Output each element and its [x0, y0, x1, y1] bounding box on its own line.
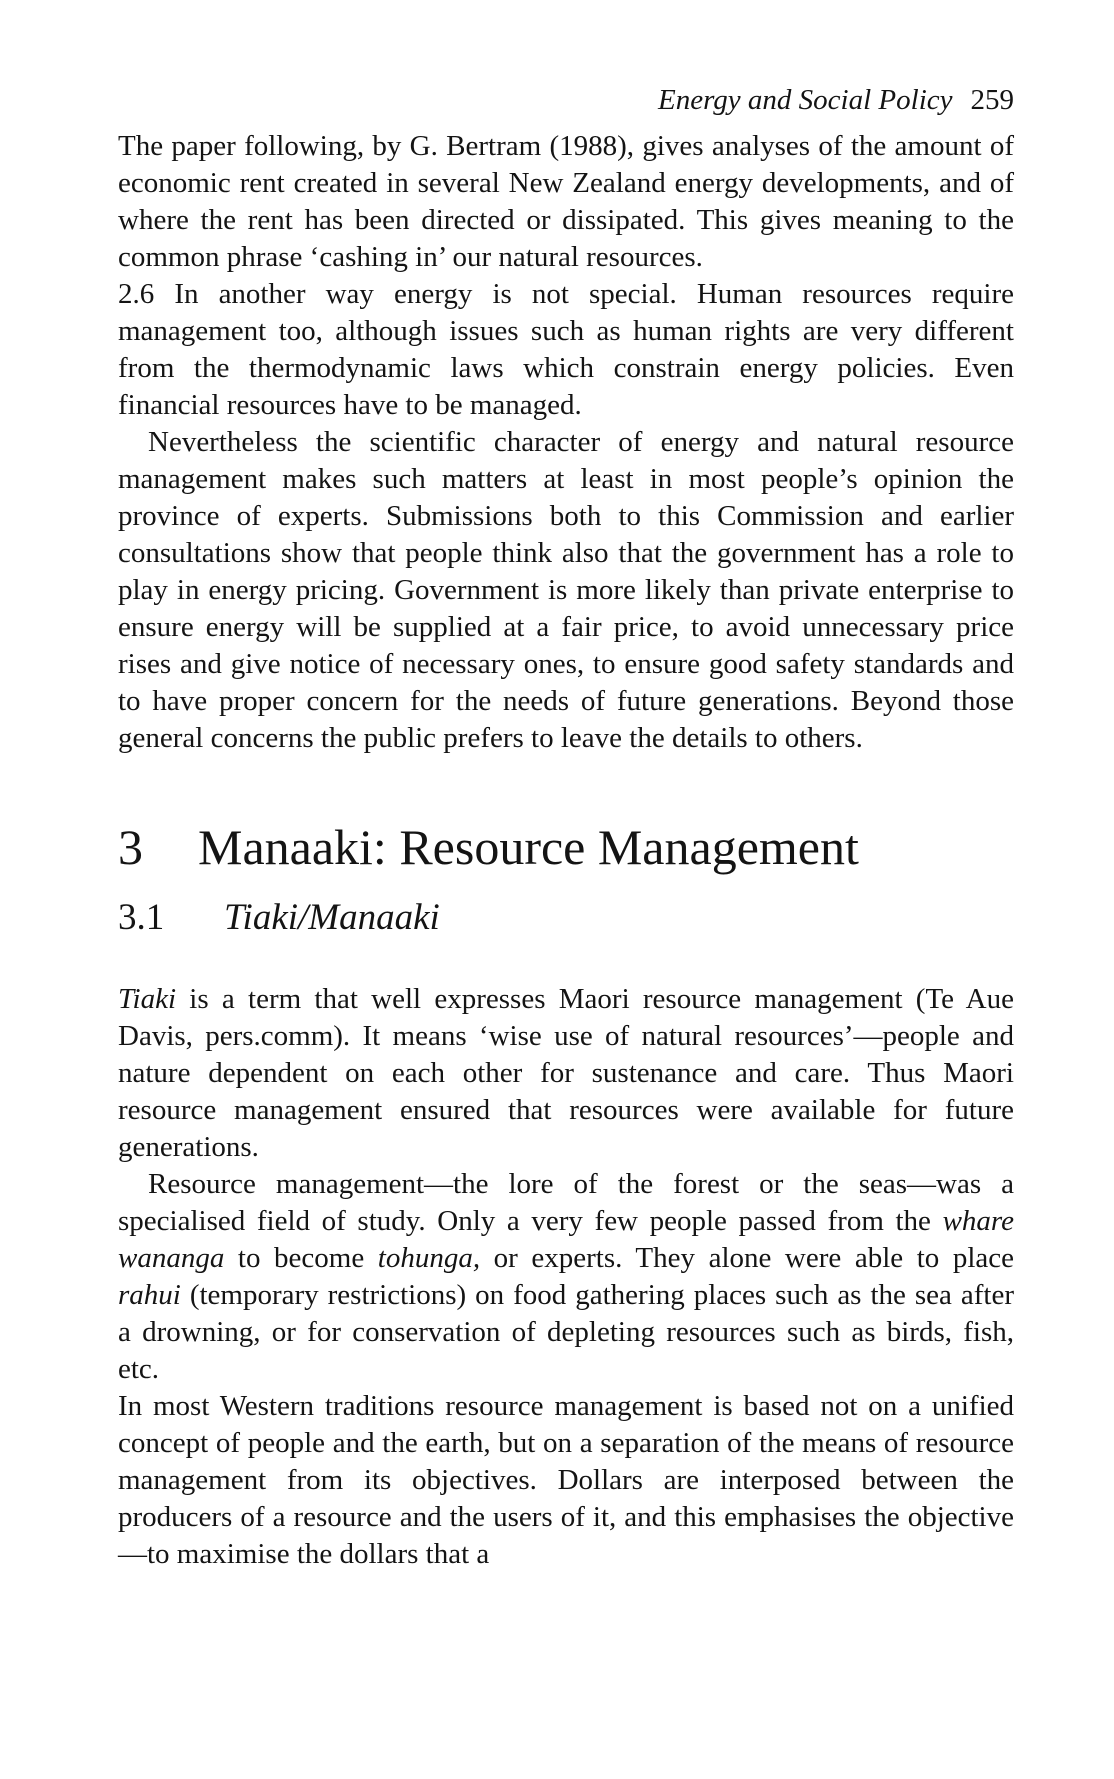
- chapter-heading: [118, 815, 1014, 879]
- section-title: Tiaki/Manaaki: [224, 897, 440, 938]
- section-number: 3.1: [118, 897, 165, 938]
- section-heading: [118, 893, 1014, 943]
- paragraph-tiaki: [118, 981, 1014, 1166]
- running-header-title: Energy and Social Policy: [658, 84, 953, 116]
- chapter-title: Manaaki: Resource Management: [198, 819, 859, 875]
- paragraph-tiaki-text: is a term that well expresses Maori resource management (Te Aue Davis, pers.comm). It means ‘wise use of natural resources’—people and nature dependent on each other for sustenance and care. Thus Maori resource management ensured that resources were available for future generations.: [118, 983, 1014, 1163]
- paragraph-resource-lore: [118, 1166, 1014, 1388]
- term-rahui: rahui: [118, 1279, 181, 1311]
- lore-text-1: Resource management—the lore of the forest or the seas—was a specialised field of study. Only a very few people passed from the: [118, 1168, 1014, 1237]
- paragraph-bertram: The paper following, by G. Bertram (1988), gives analyses of the amount of economic rent created in several New Zealand energy developments, and of where the rent has been directed or dissipated. This gives meaning to the common phrase ‘cashing in’ our natural resources.: [118, 130, 1014, 273]
- paragraph-nevertheless: Nevertheless the scientific character of energy and natural resource management makes such matters at least in most people’s opinion the province of experts. Submissions both to this Commission and earlier consultations show that people think also that the government has a role to play in energy pricing. Government is more likely than private enterprise to ensure energy will be supplied at a fair price, to avoid unnecessary price rises and give notice of necessary ones, to ensure good safety standards and to have proper concern for the needs of future generations. Beyond those general concerns the public prefers to leave the details to others.: [118, 426, 1014, 754]
- paragraph-2-6: 2.6 In another way energy is not special. Human resources require management too, although issues such as human rights are very different from the thermodynamic laws which constrain energy policies. Even financial resources have to be managed.: [118, 278, 1014, 421]
- lore-text-2: to become: [224, 1242, 378, 1274]
- term-tiaki: Tiaki: [118, 983, 177, 1015]
- lore-text-4: (temporary restrictions) on food gathering places such as the sea after a drowning, or for conservation of depleting resources such as birds, fish, etc.: [118, 1279, 1014, 1385]
- book-page: [118, 80, 1014, 1573]
- running-header: [118, 80, 1014, 120]
- chapter-number: 3: [118, 819, 143, 875]
- lore-text-3: or experts. They alone were able to place: [480, 1242, 1015, 1274]
- term-whare-wananga: whare wananga: [118, 1205, 1014, 1274]
- paragraph-western-traditions: In most Western traditions resource management is based not on a unified concept of people and the earth, but on a separation of the means of resource management from its objectives. Dollars are interposed between the producers of a resource and the users of it, and this emphasises the objective—to maximise the dollars that a: [118, 1390, 1014, 1570]
- page-number: 259: [970, 84, 1014, 116]
- term-tohunga: tohunga,: [377, 1242, 481, 1274]
